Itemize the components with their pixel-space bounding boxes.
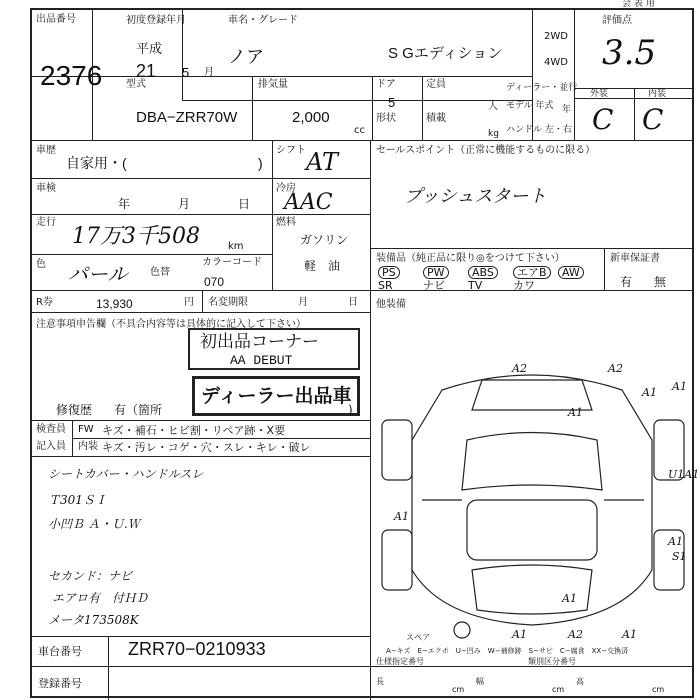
door-shape-label: 形状 xyxy=(376,113,396,124)
inspector-fw-items: キズ・補石・ヒビ割・リペア跡・X要 xyxy=(102,424,286,437)
damage-mark: A2 xyxy=(568,628,583,641)
equip-item: SR xyxy=(378,279,393,292)
reg-label: 初度登録年月 xyxy=(126,15,186,26)
spare-label: スペア xyxy=(406,633,430,642)
fuel-label: 燃料 xyxy=(276,217,296,228)
score-ext: C xyxy=(592,103,614,136)
dealer-stamp xyxy=(192,376,360,416)
handwritten-line: エアロ有 付ＨＤ xyxy=(52,591,149,605)
handle-label: ハンドル 左・右 xyxy=(506,125,572,135)
recycle-unit: 円 xyxy=(184,297,194,308)
ac-label: 冷房 xyxy=(276,183,296,194)
debut-stamp-line2: AA DEBUT xyxy=(230,353,293,368)
color-label: 色 xyxy=(36,259,46,270)
shift-value: AT xyxy=(306,148,339,176)
damage-mark: A1 xyxy=(668,535,683,548)
load-label: 積載 xyxy=(426,113,446,124)
equip-item: PW xyxy=(423,266,449,279)
inspector-int-items: キズ・汚レ・コゲ・穴・スレ・キレ・破レ xyxy=(102,441,311,454)
reg-era: 平成 xyxy=(136,41,163,56)
drive-2wd: 2WD xyxy=(544,31,568,42)
equip-item: TV xyxy=(468,279,483,292)
car-damage-diagram xyxy=(372,340,700,641)
handwritten-line: Ｔ301ＳＩ xyxy=(48,493,107,507)
damage-mark: A1 xyxy=(394,510,409,523)
inspector-label: 検査員 xyxy=(36,424,66,435)
name-change-day: 日 xyxy=(348,297,358,308)
damage-mark: S1 xyxy=(672,550,687,563)
equip-item: カワ xyxy=(513,279,535,292)
name-change-label: 名変期限 xyxy=(208,297,248,308)
model-value: DBA−ZRR70W xyxy=(136,109,238,126)
damage-mark: A1 xyxy=(622,628,637,641)
damage-mark: A1 xyxy=(672,380,687,393)
history-close: ) xyxy=(258,155,263,171)
car-grade: S Gエディション xyxy=(388,45,503,62)
repair-value: 有（箇所 xyxy=(114,403,163,417)
sales-text: プッシュスタート xyxy=(404,186,547,207)
chassis-value: ZRR70−0210933 xyxy=(128,639,266,659)
handwritten-line: 小凹Ｂ Ａ・Ｕ.Ｗ xyxy=(48,517,140,531)
model-year-unit: 年 xyxy=(562,105,572,115)
name-change-month: 月 xyxy=(298,297,308,308)
car-name: ノア xyxy=(228,47,264,67)
reg-no-label: 登録番号 xyxy=(38,677,82,690)
lot-label: 出品番号 xyxy=(36,14,76,25)
equip-item: PS xyxy=(378,266,400,279)
score-int: C xyxy=(642,103,664,136)
car-label: 車名・グレード xyxy=(228,15,298,26)
handwritten-line: セカンド：ナビ xyxy=(48,569,133,583)
notes-label: 注意事項申告欄（不具合内容等は具体的に記入して下さい） xyxy=(36,319,306,330)
dealer-stamp-text: ディーラー出品車 xyxy=(201,385,352,407)
score-ext-label: 外装 xyxy=(590,89,609,99)
load-unit: kg xyxy=(488,129,499,139)
color-change-label: 色替 xyxy=(150,267,170,278)
dim-unit-1: cm xyxy=(452,685,465,694)
score-label: 評価点 xyxy=(602,15,632,26)
dim-unit-2: cm xyxy=(552,685,565,694)
damage-mark: A2 xyxy=(608,362,623,375)
header-title: 会 表 用 xyxy=(622,0,655,9)
repair-close: ) xyxy=(348,403,353,417)
reg-month: 5 xyxy=(182,65,190,80)
shift-label: シフト xyxy=(276,145,306,156)
inspector-fw: FW xyxy=(78,424,94,435)
auction-sheet xyxy=(30,8,700,698)
warranty-label: 新車保証書 xyxy=(610,253,660,264)
color-value: パール xyxy=(68,262,128,286)
warranty-no: 無 xyxy=(654,275,667,289)
reg-month-unit: 月 xyxy=(204,67,214,78)
recycle-value: 13,930 xyxy=(96,297,133,311)
equip-label: 装備品（純正品に限り◎をつけて下さい） xyxy=(376,253,565,264)
damage-mark: A1 xyxy=(512,628,527,641)
dim-height: 高 xyxy=(576,677,584,686)
equip-item: エアB xyxy=(513,266,551,279)
spec-label: 仕様指定番号 xyxy=(376,657,424,666)
score-int-label: 内装 xyxy=(648,89,667,99)
history-label: 車歴 xyxy=(36,145,56,156)
damage-mark: A1 xyxy=(562,592,577,605)
dim-unit-3: cm xyxy=(652,685,665,694)
inspection-label: 車検 xyxy=(36,183,56,194)
color-code-label: カラーコード xyxy=(202,257,262,268)
chassis-label: 車台番号 xyxy=(38,645,82,658)
damage-mark: A1 xyxy=(568,406,583,419)
recycle-label: R券 xyxy=(36,297,53,308)
damage-mark: U1A1 xyxy=(668,468,700,481)
mileage-label: 走行 xyxy=(36,217,56,228)
class-label: 類別区分番号 xyxy=(528,657,576,666)
repair-label: 修復歴 xyxy=(56,403,93,417)
disp-unit: cc xyxy=(354,125,365,136)
fuel-diesel: 軽 油 xyxy=(304,259,341,273)
history-value: 自家用・( xyxy=(66,155,127,171)
warranty-yes: 有 xyxy=(620,275,633,289)
score-value: 3.5 xyxy=(602,33,657,73)
debut-stamp-line1: 初出品コーナー xyxy=(200,332,319,352)
inspection-month: 月 xyxy=(178,197,191,211)
inspector-int: 内装 xyxy=(78,441,98,452)
inspection-year: 年 xyxy=(118,197,131,211)
dealer-label: ディーラー・並行 xyxy=(506,83,578,93)
writer-label: 記入員 xyxy=(36,441,66,452)
mileage-unit: km xyxy=(228,241,244,252)
equip-item: AW xyxy=(558,266,584,279)
color-code: 070 xyxy=(204,275,225,289)
disp-label: 排気量 xyxy=(258,79,288,90)
handwritten-line: シートカバー・ハンドルスレ xyxy=(48,467,204,481)
mileage-value: 17万3千508 xyxy=(72,224,200,249)
equip-item: ABS xyxy=(468,266,498,279)
cap-label: 定員 xyxy=(426,79,446,90)
dim-width: 幅 xyxy=(476,677,484,686)
handwritten-notes xyxy=(42,468,362,628)
fuel-gas: ガソリン xyxy=(300,233,349,247)
model-year-label: モデル 年式 xyxy=(506,101,554,111)
ac-value: AAC xyxy=(284,190,333,215)
sales-label: セールスポイント（正常に機能するものに限る） xyxy=(376,145,596,156)
door-value: 5 xyxy=(388,95,396,110)
disp-value: 2,000 xyxy=(292,109,330,126)
dim-length: 長 xyxy=(376,677,384,686)
inspection-day: 日 xyxy=(238,197,251,211)
damage-mark: A1 xyxy=(642,386,657,399)
debut-stamp xyxy=(188,328,360,370)
lot-number: 2376 xyxy=(40,60,103,91)
equip-item: ナビ xyxy=(423,279,445,292)
model-label: 型式 xyxy=(126,79,146,90)
other-label: 他装備 xyxy=(376,299,406,310)
reg-year: 21 xyxy=(136,61,157,81)
cap-unit: 人 xyxy=(488,101,498,112)
damage-legend: A−キズ E−エクボ U−凹み W−補修跡 S−サビ C−腐食 XX−交換済 xyxy=(386,647,629,655)
damage-mark: A2 xyxy=(512,362,527,375)
handwritten-line: メータ173508K xyxy=(48,613,139,627)
door-label: ドア xyxy=(376,79,396,90)
drive-4wd: 4WD xyxy=(544,57,568,68)
